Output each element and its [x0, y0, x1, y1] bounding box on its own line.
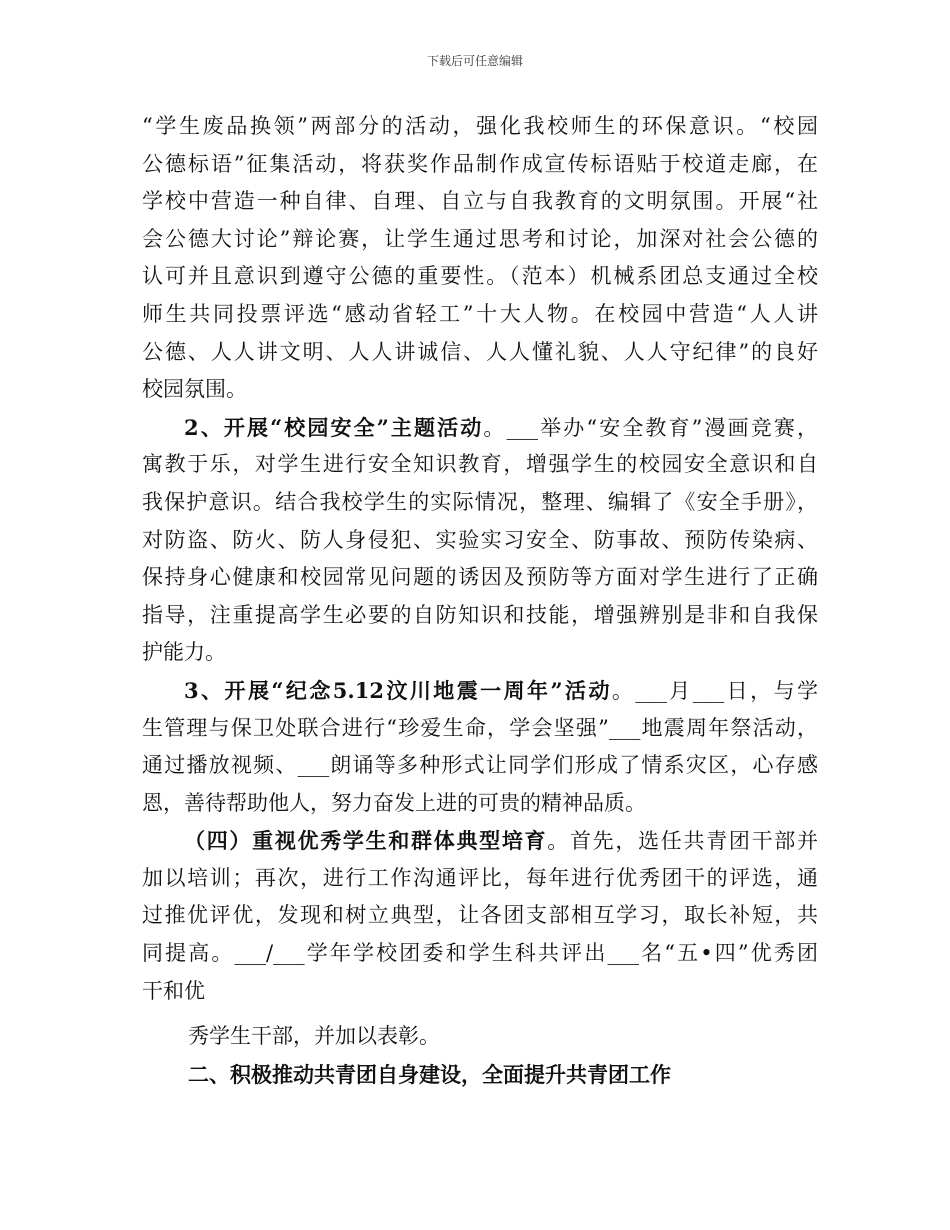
text-line: 认可并且意识到遵守公德的重要性。（范本）机械系团总支通过全校	[142, 264, 818, 289]
text-line: 秀学生干部，并加以表彰。	[188, 1024, 440, 1049]
section-heading: 3、开展“纪念5.12汶川地震一周年”活动	[184, 677, 612, 703]
paragraph-earthquake-memorial	[142, 672, 818, 822]
text-line: 我保护意识。结合我校学生的实际情况，整理、编辑了《安全手册》，	[142, 489, 818, 514]
paragraph-environment	[142, 108, 818, 409]
text-line: 寓教于乐，对学生进行安全知识教育，增强学生的校园安全意识和自	[142, 452, 818, 477]
text-line: 保持身心健康和校园常见问题的诱因及预防等方面对学生进行了正确	[142, 565, 818, 590]
text-run: 。首先，选任共青团干部并	[547, 829, 819, 854]
text-line: 通过播放视频、___朗诵等多种形式让同学们形成了情系灾区，心存感	[142, 753, 818, 778]
text-line: “学生废品换领”两部分的活动，强化我校师生的环保意识。“校园	[142, 114, 818, 138]
text-line: 对防盗、防火、防人身侵犯、实验实习安全、防事故、预防传染病、	[142, 527, 818, 552]
text-line: 生管理与保卫处联合进行“珍爱生命，学会坚强”___地震周年祭活动，	[142, 715, 818, 740]
page-header: 下载后可任意编辑	[426, 54, 523, 68]
text-line: 会公德大讨论”辩论赛，让学生通过思考和讨论，加深对社会公德的	[142, 226, 818, 251]
text-line: 学校中营造一种自律、自理、自立与自我教育的文明氛围。开展“社	[142, 189, 818, 214]
text-line: 恩，善待帮助他人，努力奋发上进的可贵的精神品质。	[142, 790, 646, 815]
text-line: 过推优评优，发现和树立典型，让各团支部相互学习，取长补短，共	[142, 903, 818, 928]
text-run: 。___月___日，与学	[611, 678, 819, 703]
text-line: 干和优	[142, 978, 205, 1003]
text-line: 校园氛围。	[142, 377, 247, 402]
text-line: 护能力。	[142, 640, 226, 665]
section-heading: 二、积极推动共青团自身建设，全面提升共青团工作	[188, 1061, 671, 1087]
text-line: 指导，注重提高学生必要的自防知识和技能，增强辨别是非和自我保	[142, 602, 818, 627]
text-line: 公德标语”征集活动，将获奖作品制作成宣传标语贴于校道走廊，在	[142, 151, 818, 176]
text-run: 。___举办“安全教育”漫画竞赛，	[483, 415, 818, 440]
text-line: 师生共同投票评选“感动省轻工”十大人物。在校园中营造“人人讲	[142, 301, 818, 326]
text-line: 加以培训；再次，进行工作沟通评比，每年进行优秀团干的评选，通	[142, 865, 818, 890]
document-body	[142, 108, 818, 1093]
text-line	[142, 672, 818, 710]
text-line	[142, 409, 818, 447]
text-line: 同提高。___/___学年学校团委和学生科共评出___名“五•四”优秀团	[142, 941, 818, 966]
text-line: 公德、人人讲文明、人人讲诚信、人人懂礼貌、人人守纪律”的良好	[142, 339, 818, 364]
paragraph-student-cultivation	[142, 822, 818, 1010]
paragraph-campus-safety	[142, 409, 818, 672]
section-heading: （四）重视优秀学生和群体典型培育	[184, 828, 548, 854]
section-heading: 2、开展“校园安全”主题活动	[184, 414, 484, 440]
text-line	[142, 822, 818, 860]
